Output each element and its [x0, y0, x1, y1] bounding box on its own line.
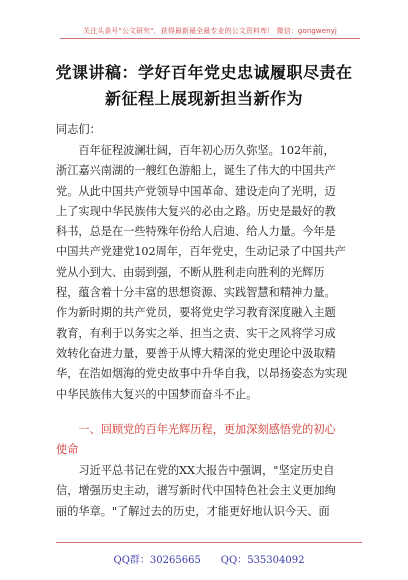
salutation: 同志们： [56, 123, 101, 136]
section-heading-1 [56, 420, 362, 460]
heading-line: 一、回顾党的百年光辉历程，更加深刻感悟党的初心 [56, 423, 336, 436]
text-line: 百年征程波澜壮阔，百年初心历久弥坚。102年前， [56, 144, 335, 157]
document-title-line-1: 党课讲稿：学好百年党史忠诚履职尽责在 [55, 63, 353, 82]
text-line: 效转化奋进力量，要善于从博大精深的党史理论中汲取精 [56, 346, 336, 360]
text-line: 科书，总是在一些特殊年份给人启迪、给人力量。今年是 [56, 225, 336, 239]
page-footer [56, 542, 362, 566]
footer-contact-text: QQ群：30265665 QQ：535304092 [113, 555, 305, 566]
text-line: 浙江嘉兴南湖的一艘红色游船上，诞生了伟大的中国共产 [56, 164, 336, 178]
text-line: 丽的华章。"了解过去的历史，才能更好地认识今天、面 [56, 504, 330, 518]
text-line: 信，增强历史主动，谱写新时代中国特色社会主义更加绚 [56, 484, 336, 498]
text-line: 上了实现中华民族伟大复兴的必由之路。历史是最好的教 [56, 204, 336, 218]
text-line: 中华民族伟大复兴的中国梦而奋斗不止。 [56, 387, 258, 401]
text-line: 中国共产党建党102周年，百年党史，生动记录了中国共产 [56, 245, 346, 259]
text-line: 作为新时期的共产党员，要将党史学习教育深度融入主题 [56, 306, 336, 320]
text-line: 习近平总书记在党的XX大报告中强调，"坚定历史自 [56, 464, 335, 477]
text-line: 程，蕴含着十分丰富的思想资源、实践智慧和精神力量。 [56, 286, 336, 300]
paragraph-section-1 [56, 461, 362, 522]
text-line: 教育，有利于以务实之举、担当之责、实干之风将学习成 [56, 326, 336, 340]
text-line: 华，在浩如烟海的党史故事中升华自我，以昂扬姿态为实现 [56, 367, 347, 381]
top-promo-banner: 关注头条号"公文研究"，获得最新最全最专业的公文资料库！ 微信：gongwenyj [60, 24, 360, 39]
document-title-line-2: 新征程上展现新担当新作为 [104, 89, 303, 108]
heading-line: 使命 [56, 443, 79, 456]
paragraph-intro [56, 141, 362, 405]
text-line: 党从小到大、由弱到强，不断从胜利走向胜利的光辉历 [56, 265, 325, 279]
text-line: 党。从此中国共产党领导中国革命、建设走向了光明，迈 [56, 184, 336, 198]
